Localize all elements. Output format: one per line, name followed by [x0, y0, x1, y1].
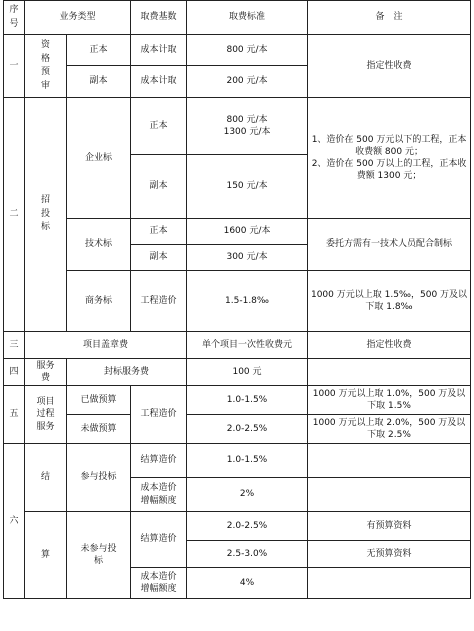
bid-type-cell: 企业标 — [67, 98, 131, 219]
basis-cell: 成本计取 — [131, 35, 187, 66]
table-row — [4, 219, 471, 245]
basis-cell: 成本计取 — [131, 66, 187, 98]
section-number: 四 — [4, 359, 25, 386]
header-row — [4, 1, 471, 35]
standard-cell: 4% — [187, 568, 308, 599]
table-row — [4, 332, 471, 359]
remark-cell: 指定性收费 — [308, 35, 471, 98]
standard-cell: 单个项目一次性收费元 — [187, 332, 308, 359]
standard-cell — [187, 98, 308, 155]
sub-type-cell: 已做预算 — [67, 386, 131, 415]
remark-cell — [308, 568, 471, 599]
standard-cell: 200 元/本 — [187, 66, 308, 98]
remark-cell: 有预算资料 — [308, 512, 471, 541]
bid-type-cell: 商务标 — [67, 271, 131, 332]
remark-cell — [308, 359, 471, 386]
standard-cell: 1.0-1.5% — [187, 444, 308, 478]
category-cell: 项目过程服务 — [25, 386, 67, 444]
standard-cell: 100 元 — [187, 359, 308, 386]
category-cell: 服务费 — [25, 359, 67, 386]
remark-cell — [308, 98, 471, 219]
item-cell: 项目盖章费 — [25, 332, 187, 359]
standard-line: 1300 元/本 — [223, 127, 271, 137]
fee-standard-table — [3, 0, 471, 599]
remark-line: 2、造价在 500 万以上的工程，正本收费额 1300 元； — [311, 159, 467, 182]
header-fee-basis: 取费基数 — [131, 1, 187, 35]
section-number: 五 — [4, 386, 25, 444]
remark-cell: 1000 万元以上取 1.5‰，500 万及以下取 1.8‰ — [308, 271, 471, 332]
sub-type-cell: 副本 — [131, 245, 187, 271]
standard-cell: 1600 元/本 — [187, 219, 308, 245]
remark-cell — [308, 478, 471, 512]
sub-type-cell: 副本 — [131, 155, 187, 219]
basis-cell: 结算造价 — [131, 512, 187, 568]
remark-cell: 无预算资料 — [308, 541, 471, 568]
standard-cell: 2% — [187, 478, 308, 512]
standard-line: 800 元/本 — [226, 114, 268, 125]
category-cell-top: 结 — [25, 444, 67, 512]
category-cell-bottom: 算 — [25, 512, 67, 599]
sub-type-cell: 副本 — [67, 66, 131, 98]
table-row — [4, 444, 471, 478]
header-remarks: 备 注 — [308, 1, 471, 35]
category-cell: 资格预审 — [25, 35, 67, 98]
category-cell: 招投标 — [25, 98, 67, 332]
remark-cell: 1000 万元以上取 1.0%，500 万及以下取 1.5% — [308, 386, 471, 415]
basis-cell: 成本造价增幅额度 — [131, 478, 187, 512]
standard-cell: 2.0-2.5% — [187, 415, 308, 444]
header-seq: 序号 — [4, 1, 25, 35]
table-row — [4, 512, 471, 541]
bid-type-cell: 未参与投标 — [67, 512, 131, 599]
standard-cell: 1.5-1.8‰ — [187, 271, 308, 332]
sub-type-cell: 正本 — [131, 98, 187, 155]
bid-type-cell: 参与投标 — [67, 444, 131, 512]
table-row — [4, 35, 471, 66]
basis-cell: 结算造价 — [131, 444, 187, 478]
basis-cell: 工程造价 — [131, 386, 187, 444]
section-number: 三 — [4, 332, 25, 359]
remark-cell: 指定性收费 — [308, 332, 471, 359]
bid-type-cell: 技术标 — [67, 219, 131, 271]
remark-line: 1、造价在 500 万元以下的工程，正本收费额 800 元； — [311, 134, 467, 157]
table-row — [4, 359, 471, 386]
remark-cell — [308, 444, 471, 478]
section-number: 二 — [4, 98, 25, 332]
standard-cell: 150 元/本 — [187, 155, 308, 219]
section-number: 六 — [4, 444, 25, 599]
table-row — [4, 415, 471, 444]
standard-cell: 2.0-2.5% — [187, 512, 308, 541]
item-cell: 封标服务费 — [67, 359, 187, 386]
header-business-type: 业务类型 — [25, 1, 131, 35]
sub-type-cell: 正本 — [131, 219, 187, 245]
basis-cell: 工程造价 — [131, 271, 187, 332]
standard-cell: 1.0-1.5% — [187, 386, 308, 415]
sub-type-cell: 未做预算 — [67, 415, 131, 444]
table-row — [4, 271, 471, 332]
section-number: 一 — [4, 35, 25, 98]
sub-type-cell: 正本 — [67, 35, 131, 66]
basis-cell: 成本造价增幅额度 — [131, 568, 187, 599]
remark-cell: 委托方需有一技术人员配合制标 — [308, 219, 471, 271]
remark-cell: 1000 万元以上取 2.0%，500 万及以下取 2.5% — [308, 415, 471, 444]
table-row — [4, 98, 471, 155]
standard-cell: 800 元/本 — [187, 35, 308, 66]
standard-cell: 300 元/本 — [187, 245, 308, 271]
standard-cell: 2.5-3.0% — [187, 541, 308, 568]
table-row — [4, 386, 471, 415]
header-fee-standard: 取费标准 — [187, 1, 308, 35]
